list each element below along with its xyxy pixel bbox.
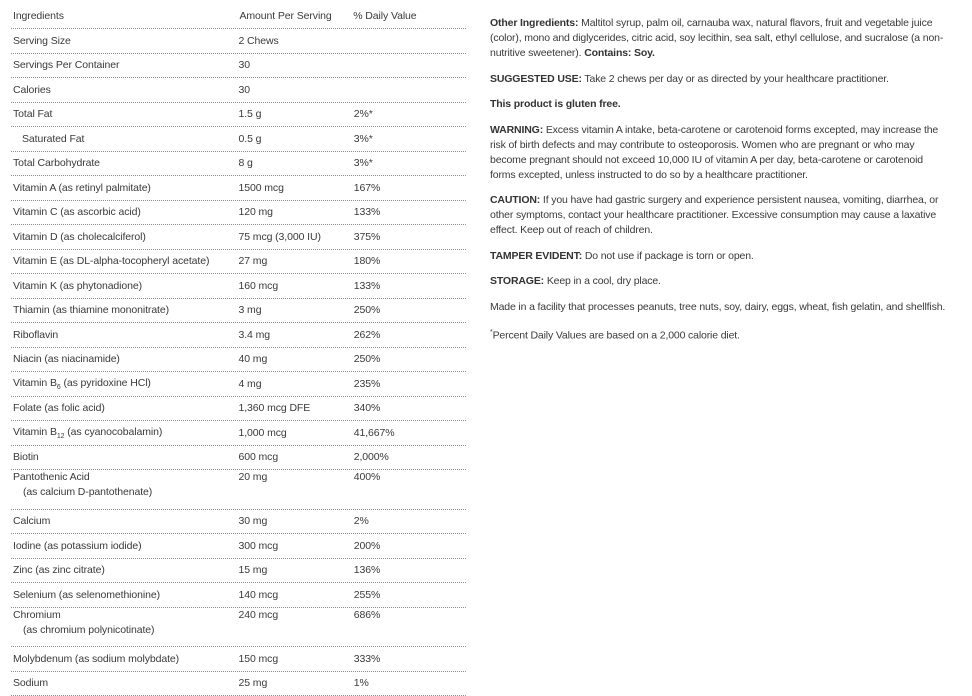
table-row (11, 299, 466, 324)
warning (490, 123, 950, 183)
nutrient-name-part: (as cyanocobalamin) (64, 426, 162, 438)
nutrient-name-text: Sodium (13, 677, 48, 689)
nutrient-name (11, 426, 239, 440)
nutrient-name (11, 231, 239, 243)
nutrient-name-text: Vitamin C (as ascorbic acid) (13, 206, 141, 218)
suggested-use-label: SUGGESTED USE: (490, 73, 582, 85)
nutrient-amount: 1,000 mcg (239, 427, 351, 439)
header-daily-value: % Daily Value (352, 10, 466, 22)
nutrient-daily-value: 400% (351, 471, 466, 483)
nutrient-name-text: Servings Per Container (13, 59, 119, 71)
nutrient-name-text: Saturated Fat (22, 133, 84, 145)
storage (490, 274, 950, 289)
table-row (11, 127, 466, 152)
table-row (11, 29, 466, 54)
other-ingredients-text: Maltitol syrup, palm oil, carnauba wax, natural flavors, fruit and vegetable juice (color), mono and diglycerides, citric acid, soy lecithin, sea salt, ethyl cellulose, and sucralose (a non-nutritive sweetener). (490, 17, 943, 59)
nutrient-amount: 240 mcg (239, 609, 351, 621)
storage-label: STORAGE: (490, 275, 544, 287)
nutrient-daily-value: 235% (351, 378, 466, 390)
nutrient-name-text: Thiamin (as thiamine mononitrate) (13, 304, 169, 316)
nutrient-amount: 1.5 g (239, 108, 351, 120)
product-info (490, 16, 950, 354)
table-row (11, 510, 466, 535)
nutrient-amount: 140 mcg (239, 589, 351, 601)
nutrient-amount: 25 mg (239, 677, 351, 689)
nutrient-daily-value: 250% (351, 304, 466, 316)
nutrient-name-text: Total Carbohydrate (13, 157, 100, 169)
nutrient-daily-value: 133% (351, 280, 466, 292)
table-row (11, 397, 466, 422)
nutrient-name-text: Pantothenic Acid (13, 471, 90, 483)
nutrient-name-text: Niacin (as niacinamide) (13, 353, 120, 365)
nutrient-daily-value: 255% (351, 589, 466, 601)
nutrient-amount: 3 mg (239, 304, 351, 316)
nutrient-name (11, 653, 239, 665)
table-row (11, 323, 466, 348)
nutrient-name-part: Vitamin B (13, 377, 57, 389)
nutrient-amount: 0.5 g (239, 133, 351, 145)
nutrient-amount: 27 mg (239, 255, 351, 267)
nutrient-name (11, 182, 239, 194)
nutrient-name-text: Vitamin K (as phytonadione) (13, 280, 142, 292)
nutrient-name (11, 133, 239, 145)
nutrient-name-text: Calories (13, 84, 51, 96)
nutrient-name (11, 609, 239, 636)
table-row (11, 534, 466, 559)
table-row (11, 348, 466, 373)
table-row (11, 152, 466, 177)
table-row (11, 78, 466, 103)
nutrient-daily-value: 3%* (351, 157, 466, 169)
footnote (490, 325, 950, 344)
nutrient-amount: 150 mcg (239, 653, 351, 665)
table-body (11, 29, 466, 696)
table-row (11, 103, 466, 128)
nutrient-amount: 160 mcg (239, 280, 351, 292)
suggested-use (490, 72, 950, 87)
nutrient-name (11, 589, 239, 601)
nutrient-daily-value: 200% (351, 540, 466, 552)
table-row (11, 176, 466, 201)
nutrient-amount: 75 mcg (3,000 IU) (239, 231, 351, 243)
nutrient-name-text: Serving Size (13, 35, 71, 47)
nutrient-daily-value: 2% (351, 515, 466, 527)
nutrient-name (11, 540, 239, 552)
nutrient-name-subscript: 6 (57, 384, 61, 391)
nutrient-amount: 40 mg (239, 353, 351, 365)
nutrient-daily-value: 1% (351, 677, 466, 689)
nutrient-amount: 30 (239, 84, 351, 96)
nutrient-daily-value: 180% (351, 255, 466, 267)
tamper-text: Do not use if package is torn or open. (585, 250, 754, 262)
nutrient-name (11, 84, 239, 96)
nutrient-daily-value: 250% (351, 353, 466, 365)
table-row (11, 225, 466, 250)
nutrient-amount: 3.4 mg (239, 329, 351, 341)
nutrient-name (11, 564, 239, 576)
tamper-label: TAMPER EVIDENT: (490, 250, 582, 262)
nutrient-daily-value: 340% (351, 402, 466, 414)
nutrient-amount: 20 mg (239, 471, 351, 483)
nutrient-amount: 1500 mcg (239, 182, 351, 194)
caution-label: CAUTION: (490, 194, 540, 206)
nutrient-daily-value: 3%* (351, 133, 466, 145)
nutrient-amount: 30 mg (239, 515, 351, 527)
nutrient-name (11, 157, 239, 169)
nutrient-name-text: Vitamin D (as cholecalciferol) (13, 231, 146, 243)
nutrient-amount: 15 mg (239, 564, 351, 576)
table-row (11, 647, 466, 672)
footnote-text: Percent Daily Values are based on a 2,000 calorie diet. (493, 330, 740, 342)
nutrient-name-text: Riboflavin (13, 329, 58, 341)
table-row (11, 274, 466, 299)
nutrient-name-text: Vitamin E (as DL-alpha-tocopheryl acetate) (13, 255, 209, 267)
nutrient-name-text: Folate (as folic acid) (13, 402, 105, 414)
nutrient-name-text: Selenium (as selenomethionine) (13, 589, 160, 601)
nutrient-name (11, 59, 239, 71)
warning-label: WARNING: (490, 124, 543, 136)
supplement-facts-table (11, 4, 466, 696)
nutrient-amount: 30 (239, 59, 351, 71)
tamper-evident (490, 249, 950, 264)
nutrient-name (11, 451, 239, 463)
nutrient-daily-value: 2%* (351, 108, 466, 120)
nutrient-name-line2: (as calcium D-pantothenate) (13, 486, 239, 498)
nutrient-name-text: Calcium (13, 515, 50, 527)
table-row (11, 583, 466, 608)
nutrient-name (11, 471, 239, 498)
nutrient-amount: 1,360 mcg DFE (239, 402, 351, 414)
gluten-free (490, 97, 950, 112)
nutrient-name-part: Vitamin B (13, 426, 57, 438)
nutrient-amount: 300 mcg (239, 540, 351, 552)
nutrient-amount: 2 Chews (239, 35, 351, 47)
nutrient-name (11, 515, 239, 527)
table-header (11, 4, 466, 29)
table-row (11, 201, 466, 226)
nutrient-amount: 8 g (239, 157, 351, 169)
table-row (11, 54, 466, 79)
table-row (11, 608, 466, 648)
nutrient-name-text: Biotin (13, 451, 39, 463)
nutrient-daily-value: 333% (351, 653, 466, 665)
nutrient-name (11, 35, 239, 47)
header-ingredients: Ingredients (11, 10, 240, 22)
nutrient-daily-value: 2,000% (351, 451, 466, 463)
nutrient-name (11, 206, 239, 218)
table-row (11, 372, 466, 397)
nutrient-name (11, 377, 239, 391)
nutrient-name (11, 280, 239, 292)
nutrient-daily-value: 686% (351, 609, 466, 621)
nutrient-name-text: Molybdenum (as sodium molybdate) (13, 653, 179, 665)
facility-notice: Made in a facility that processes peanuts, tree nuts, soy, dairy, eggs, wheat, fish gelatin, and shellfish. (490, 300, 950, 315)
nutrient-name-part: (as pyridoxine HCl) (61, 377, 151, 389)
nutrient-name (11, 329, 239, 341)
caution-text: If you have had gastric surgery and experience persistent nausea, vomiting, diarrhea, or other symptoms, contact your healthcare practitioner. Excessive consumption may cause a laxative effect. Keep out of reach of children. (490, 194, 938, 236)
header-amount: Amount Per Serving (240, 10, 353, 22)
caution (490, 193, 950, 238)
warning-text: Excess vitamin A intake, beta-carotene or carotenoid forms excepted, may increase the risk of birth defects and may contribute to osteoporosis. Women who are pregnant or who may become pregnant should not exceed 10,000 IU of vitamin A per day, beta-carotene or carotenoid forms excepted, unless instructed to do so by a healthcare practitioner. (490, 124, 938, 181)
table-row (11, 559, 466, 584)
nutrient-name (11, 402, 239, 414)
table-row (11, 250, 466, 275)
nutrient-amount: 120 mg (239, 206, 351, 218)
nutrient-name-text: Vitamin A (as retinyl palmitate) (13, 182, 151, 194)
nutrient-name-text: Iodine (as potassium iodide) (13, 540, 142, 552)
nutrient-name (11, 255, 239, 267)
contains-label: Contains: Soy. (584, 47, 655, 59)
nutrient-amount: 600 mcg (239, 451, 351, 463)
nutrient-daily-value: 375% (351, 231, 466, 243)
nutrient-name-text: Total Fat (13, 108, 52, 120)
nutrient-name-subscript: 12 (57, 433, 65, 440)
nutrient-name (11, 353, 239, 365)
suggested-use-text: Take 2 chews per day or as directed by your healthcare practitioner. (584, 73, 888, 85)
nutrient-daily-value: 133% (351, 206, 466, 218)
nutrient-daily-value: 136% (351, 564, 466, 576)
nutrient-name (11, 304, 239, 316)
nutrient-name-line2: (as chromium polynicotinate) (13, 624, 239, 636)
nutrient-amount: 4 mg (239, 378, 351, 390)
storage-text: Keep in a cool, dry place. (547, 275, 661, 287)
table-row (11, 470, 466, 510)
other-ingredients-label: Other Ingredients: (490, 17, 578, 29)
nutrient-name-text: Chromium (13, 609, 61, 621)
footnote-mark: * (490, 329, 493, 336)
table-row (11, 421, 466, 446)
gluten-free-text: This product is gluten free. (490, 98, 621, 110)
nutrient-name-text: Zinc (as zinc citrate) (13, 564, 105, 576)
other-ingredients (490, 16, 950, 61)
nutrient-name (11, 108, 239, 120)
nutrient-name (11, 677, 239, 689)
nutrient-daily-value: 167% (351, 182, 466, 194)
nutrient-daily-value: 262% (351, 329, 466, 341)
table-row (11, 446, 466, 471)
nutrient-daily-value: 41,667% (351, 427, 466, 439)
